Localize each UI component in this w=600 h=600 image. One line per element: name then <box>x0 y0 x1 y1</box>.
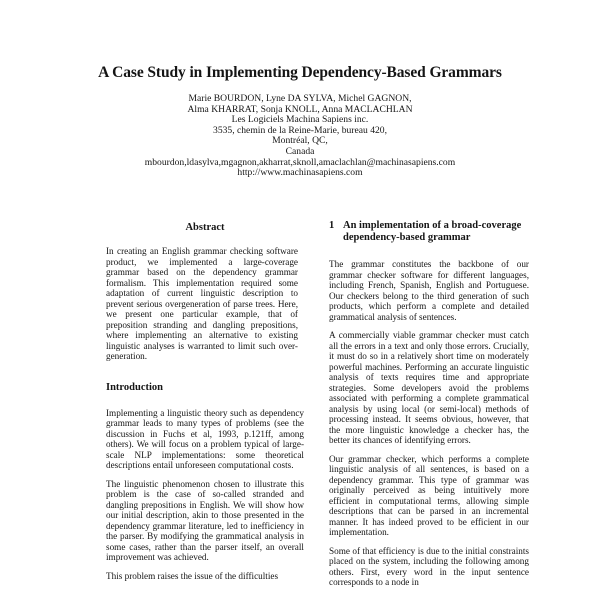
introduction-heading: Introduction <box>106 381 163 393</box>
author-url: http://www.machinasapiens.com <box>237 167 363 179</box>
section-1-heading <box>329 220 529 244</box>
section-1-number: 1 <box>329 220 335 231</box>
introduction-paragraph-3: This problem raises the issue of the difficulties <box>106 570 279 581</box>
author-block <box>0 94 600 179</box>
section-1-title: An implementation of a broad-coverage dependency-based grammar <box>343 220 522 243</box>
section-1-paragraph-2: A commercially viable grammar checker must catch all the errors in a text and only those errors. Crucially, it must do so in a relatively short time on moderately powerful machines. Performing an accurate linguistic analysis of texts requires time and appropriate strategies. Some developers avoid the problems associated with performing a complete grammatical analysis by using local (or semi-local) methods of processing instead. It seems obvious, however, that the more linguistic knowledge a checker has, the better its chances of identifying errors. <box>329 330 529 445</box>
authors-line-1: Marie BOURDON, Lyne DA SYLVA, Michel GAGNON, <box>188 93 412 104</box>
paper-title: A Case Study in Implementing Dependency-Based Grammars <box>98 64 502 81</box>
address-city: Montréal, QC, <box>272 135 328 147</box>
left-column <box>106 222 304 589</box>
authors-line-2: Alma KHARRAT, Sonja KNOLL, Anna MACLACHLAN <box>187 103 413 115</box>
address-street: 3535, chemin de la Reine-Marie, bureau 420, <box>213 124 387 136</box>
address-country: Canada <box>285 145 315 157</box>
section-1-paragraph-3: Our grammar checker, which performs a complete linguistic analysis of all sentences, is based on a dependency grammar. This type of grammar was originally perceived as being intuitively more efficient in computational terms, allowing simple descriptions that can be parsed in an incremental manner. It has indeed proved to be efficient in our implementation. <box>329 453 529 537</box>
section-1-paragraph-1: The grammar constitutes the backbone of our grammar checker software for different languages, including French, Spanish, English and Portuguese. Our checkers belong to the third generation of such products, which perform a complete and detailed grammatical analysis of sentences. <box>329 259 529 322</box>
introduction-paragraph-2: The linguistic phenomenon chosen to illustrate this problem is the case of so-called stranded and dangling prepositions in English. We will show how our initial description, akin to those presented in the dependency grammar literature, led to inefficiency in the parser. By modifying the grammatical analysis in some cases, rather than the parser itself, an overall improvement was achieved. <box>106 478 304 562</box>
author-emails: mbourdon,ldasylva,mgagnon,akharrat,sknoll,amaclachlan@machinasapiens.com <box>144 156 456 168</box>
section-1-paragraph-4: Some of that efficiency is due to the initial constraints placed on the system, including the following among others. First, every word in the input sentence corresponds to a node in <box>329 545 529 587</box>
affiliation: Les Logiciels Machina Sapiens inc. <box>231 114 369 126</box>
introduction-paragraph-1: Implementing a linguistic theory such as dependency grammar leads to many types of problems (see the discussion in Fuchs et al, 1993, p.121ff, among others). We will focus on a problem typical of large-scale NLP implementations: some theoretical descriptions entail unforeseen computational costs. <box>106 407 304 470</box>
abstract-text: In creating an English grammar checking software product, we implemented a large-coverage grammar based on the dependency grammar formalism. This implementation required some adaptation of current linguistic description to prevent serious overgeneration of parse trees. Here, we present one particular example, that of preposition stranding and dangling prepositions, where implementing an alternative to existing linguistic analyses is warranted to limit such over-generation. <box>106 246 298 361</box>
right-column <box>329 222 529 596</box>
abstract-heading: Abstract <box>185 222 225 233</box>
